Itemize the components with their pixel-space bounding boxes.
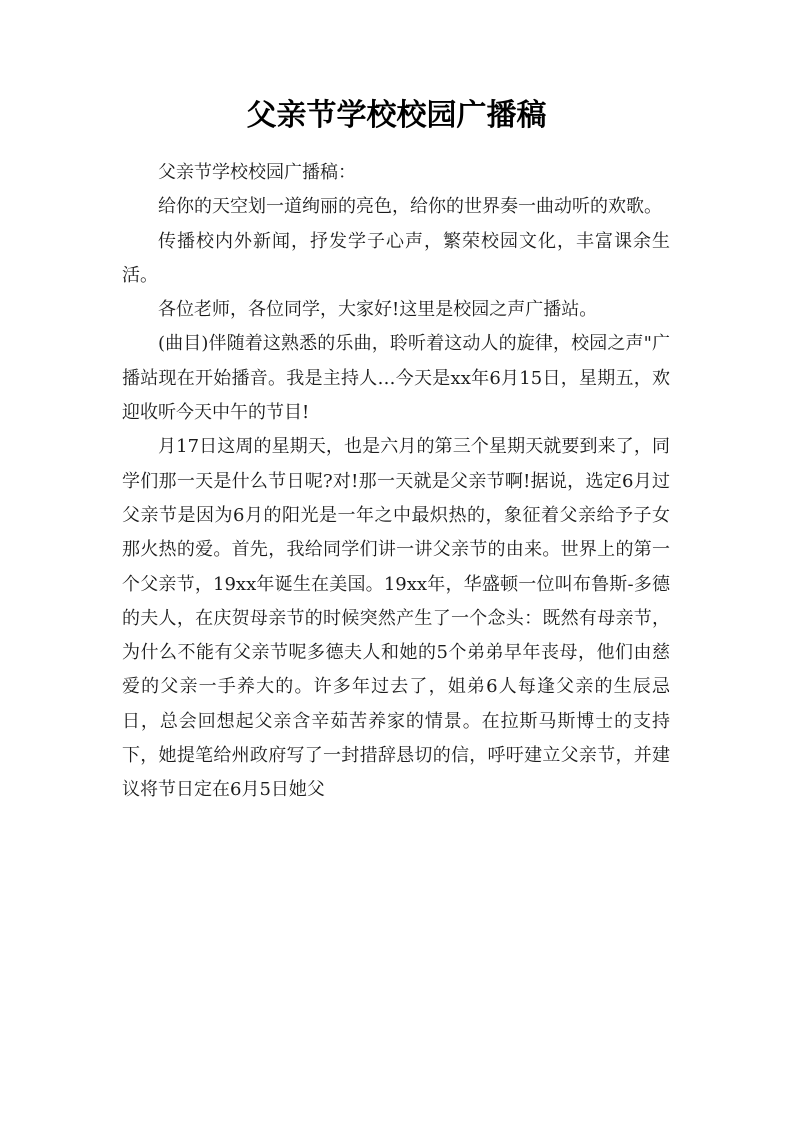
paragraph: 父亲节学校校园广播稿：	[158, 162, 356, 183]
paragraph: 给你的天空划一道绚丽的亮色，给你的世界奏一曲动听的欢歌。	[158, 196, 662, 218]
paragraph: 传播校内外新闻，抒发学子心声，繁荣校园文化，丰富课余生活。	[122, 230, 670, 286]
paragraph: 月17日这周的星期天，也是六月的第三个星期天就要到来了，同学们那一天是什么节日呢?对!那一天就是父亲节啊!据说，选定6月过父亲节是因为6月的阳光是一年之中最炽热的，象征着父亲给予子女那火热的爱。首先，我给同学们讲一讲父亲节的由来。世界上的第一个父亲节，19xx年诞生在美国。19xx年，华盛顿一位叫布鲁斯-多德的夫人，在庆贺母亲节的时候突然产生了一个念头：既然有母亲节，为什么不能有父亲节呢多德夫人和她的5个弟弟早年丧母，他们由慈爱的父亲一手养大的。许多年过去了，姐弟6人每逢父亲的生辰忌日，总会回想起父亲含辛茹苦养家的情景。在拉斯马斯博士的支持下，她提笔给州政府写了一封措辞恳切的信，呼吁建立父亲节，并建议将节日定在6月5日她父	[122, 436, 670, 801]
paragraph: (曲目)伴随着这熟悉的乐曲，聆听着这动人的旋律，校园之声"广播站现在开始播音。我是主持人…今天是xx年6月15日，星期五，欢迎收听今天中午的节目!	[122, 333, 670, 424]
document-title: 父亲节学校校园广播稿	[246, 98, 547, 133]
paragraph: 各位老师，各位同学，大家好!这里是校园之声广播站。	[158, 299, 598, 321]
document-body	[122, 156, 670, 808]
